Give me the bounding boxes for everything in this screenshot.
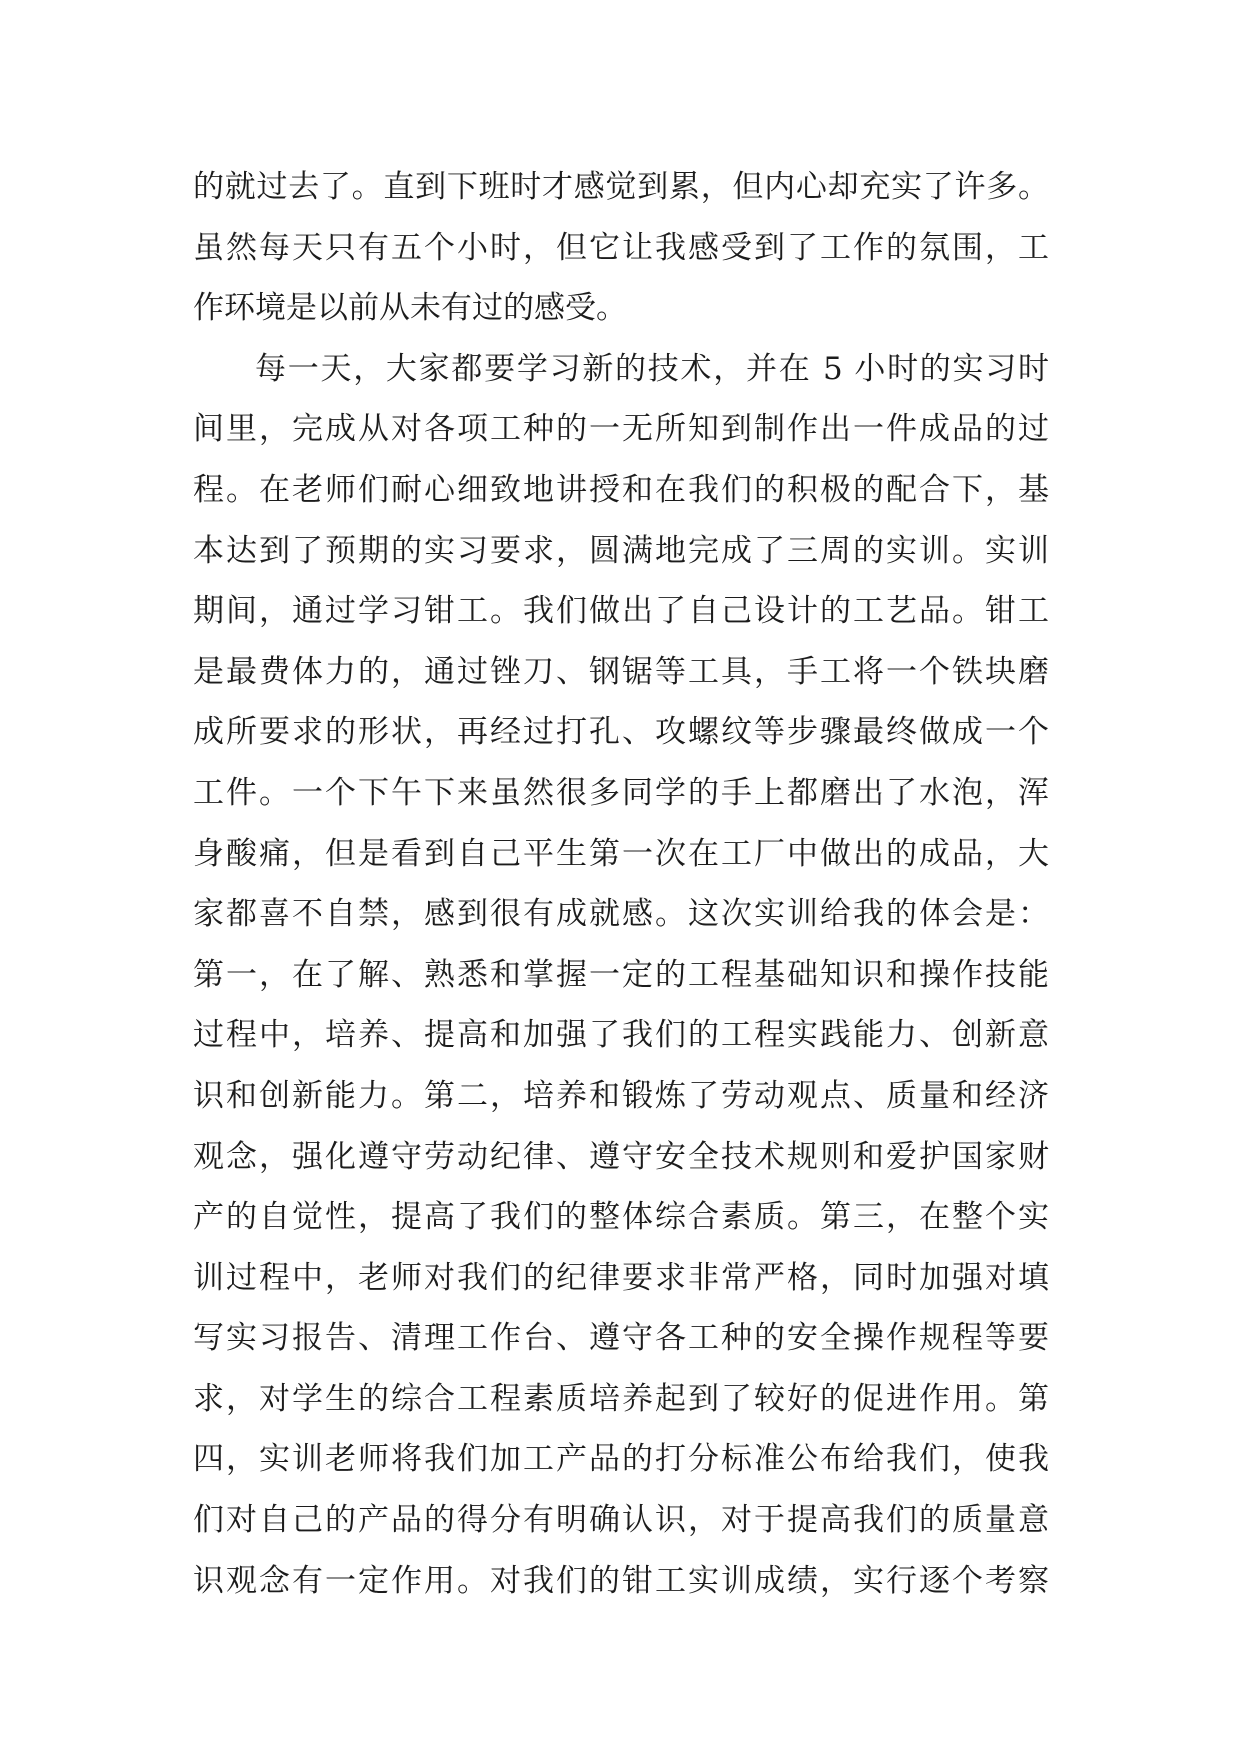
text-line: 的就过去了。直到下班时才感觉到累，但内心却充实了许多。 (193, 169, 1049, 205)
text-line: 本达到了预期的实习要求，圆满地完成了三周的实训。实训 (193, 532, 1049, 569)
text-line: 成所要求的形状，再经过打孔、攻螺纹等步骤最终做成一个 (193, 714, 1049, 751)
text-line: 身酸痛，但是看到自己平生第一次在工厂中做出的成品，大 (193, 835, 1049, 872)
text-line: 作环境是以前从未有过的感受。 (193, 290, 627, 327)
text-line: 程。在老师们耐心细致地讲授和在我们的积极的配合下，基 (193, 471, 1049, 508)
text-line: 产的自觉性，提高了我们的整体综合素质。第三，在整个实 (193, 1199, 1049, 1236)
text-line: 期间，通过学习钳工。我们做出了自己设计的工艺品。钳工 (193, 593, 1049, 630)
text-line: 工件。一个下午下来虽然很多同学的手上都磨出了水泡，浑 (193, 774, 1049, 811)
text-line: 四，实训老师将我们加工产品的打分标准公布给我们，使我 (193, 1441, 1049, 1478)
text-line: 家都喜不自禁，感到很有成就感。这次实训给我的体会是： (193, 896, 1049, 933)
text-line: 写实习报告、清理工作台、遵守各工种的安全操作规程等要 (193, 1320, 1049, 1357)
text-line: 是最费体力的，通过锉刀、钢锯等工具，手工将一个铁块磨 (193, 653, 1049, 690)
paragraph-first-line: 每一天，大家都要学习新的技术，并在 5 小时的实习时 (255, 350, 1049, 387)
text-line: 识观念有一定作用。对我们的钳工实训成绩，实行逐个考察 (193, 1562, 1049, 1599)
text-line: 第一，在了解、熟悉和掌握一定的工程基础知识和操作技能 (193, 956, 1049, 993)
body-text (193, 157, 1049, 1611)
text-line: 观念，强化遵守劳动纪律、遵守安全技术规则和爱护国家财 (193, 1138, 1049, 1175)
text-line: 识和创新能力。第二，培养和锻炼了劳动观点、质量和经济 (193, 1077, 1049, 1114)
text-line: 训过程中，老师对我们的纪律要求非常严格，同时加强对填 (193, 1259, 1049, 1296)
text-line: 虽然每天只有五个小时，但它让我感受到了工作的氛围，工 (193, 229, 1049, 266)
text-line: 过程中，培养、提高和加强了我们的工程实践能力、创新意 (193, 1017, 1049, 1054)
text-line: 们对自己的产品的得分有明确认识，对于提高我们的质量意 (193, 1502, 1049, 1539)
text-line: 求，对学生的综合工程素质培养起到了较好的促进作用。第 (193, 1380, 1049, 1417)
text-line: 间里，完成从对各项工种的一无所知到制作出一件成品的过 (193, 411, 1049, 448)
